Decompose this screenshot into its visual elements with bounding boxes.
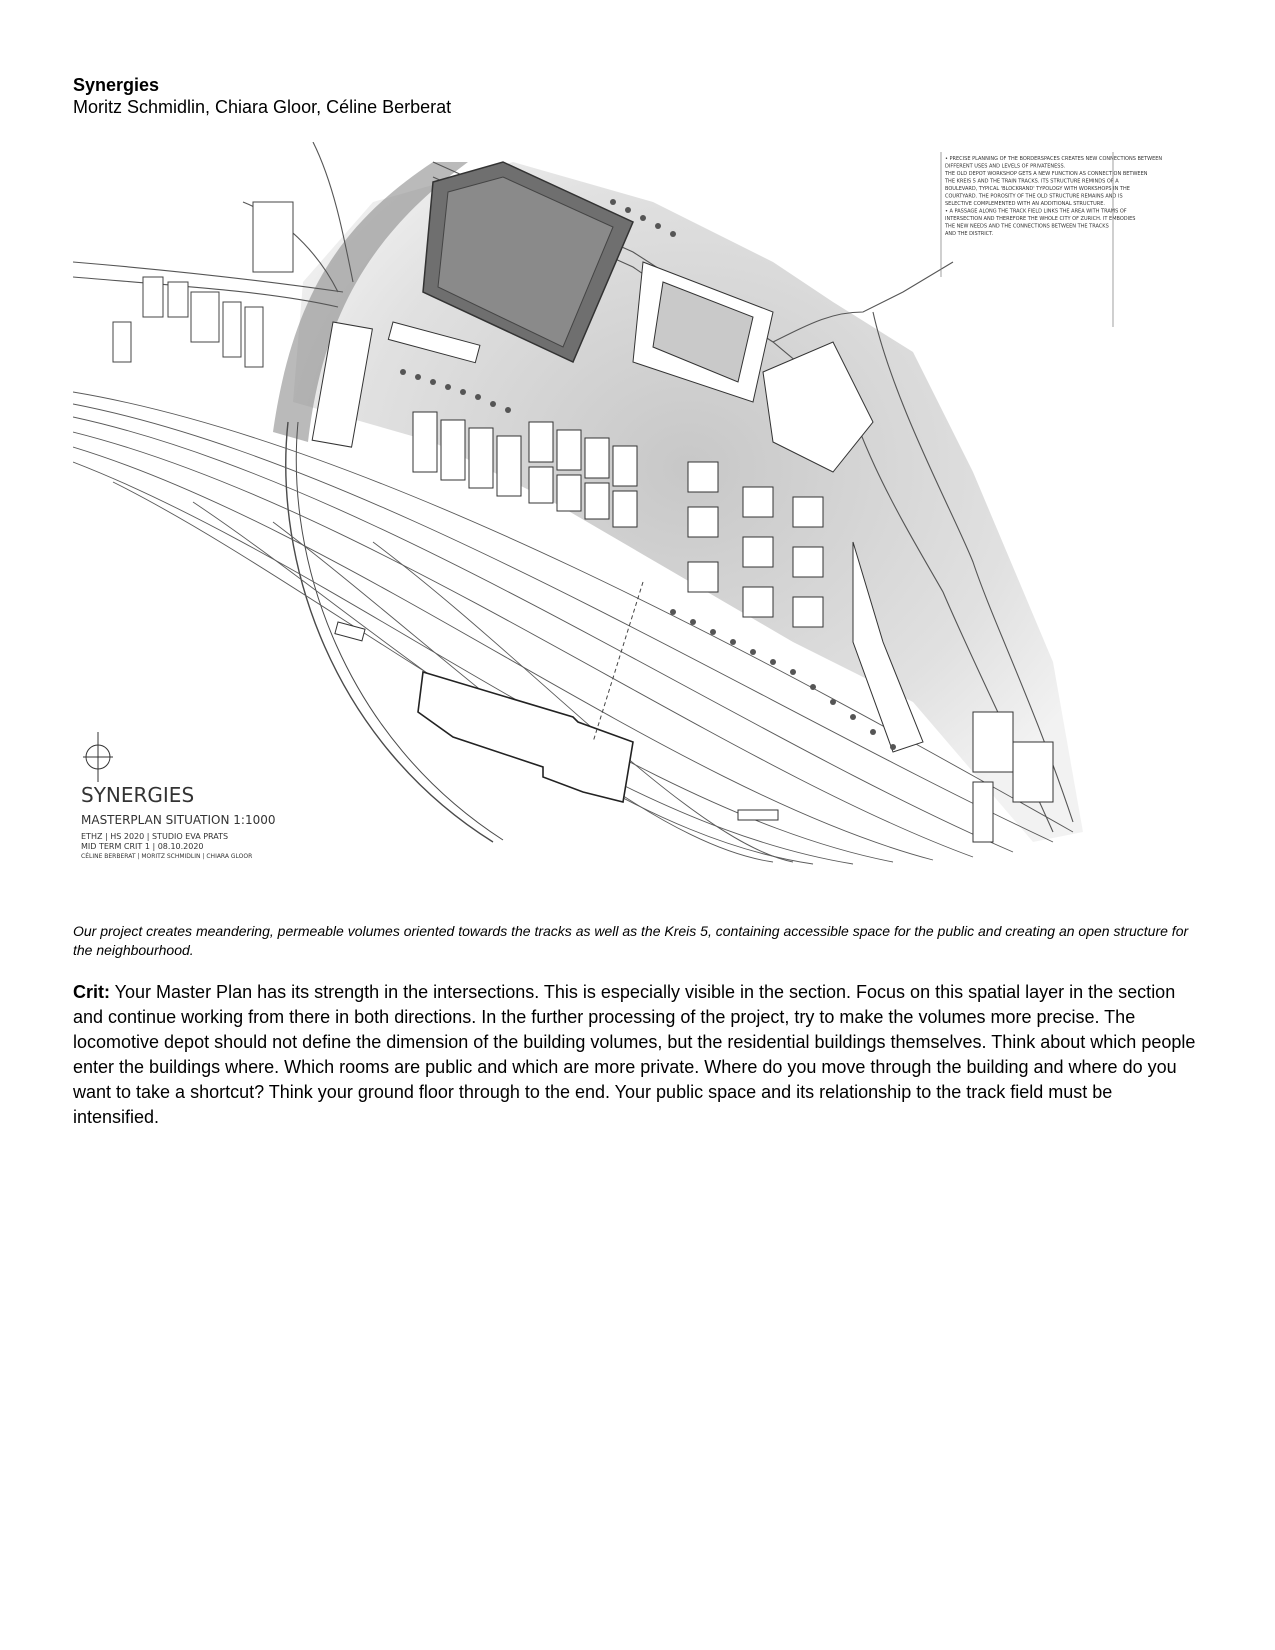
north-arrow-icon (83, 732, 113, 782)
crit-label: Crit: (73, 982, 110, 1002)
drawing-note-line: COURTYARD. THE POROSITY OF THE OLD STRUCTURE REMAINS AND IS (945, 193, 1123, 200)
drawing-note-line: THE OLD DEPOT WORKSHOP GETS A NEW FUNCTION AS CONNECTION BETWEEN (945, 171, 1148, 177)
figure-caption: Our project creates meandering, permeable volumes oriented towards the tracks as well as the Kreis 5, containing accessible space for the public and creating an open structure for the neighbourhood. (73, 923, 1189, 958)
document-authors: Moritz Schmidlin, Chiara Gloor, Céline Berberat (73, 97, 452, 117)
drawing-info-1: ETHZ | HS 2020 | STUDIO EVA PRATS (81, 832, 229, 841)
locomotive-depot (418, 672, 633, 802)
dashed-passage (593, 582, 643, 742)
document-title: Synergies (73, 75, 160, 95)
crit-text: Your Master Plan has its strength in the intersections. This is especially visible in the section. Focus on this spatial layer in the section and continue working from there in both directions. In the further processing of the project, try to make the volumes more precise. The locomotive depot should not define the dimension of the building volumes, but the residential buildings themselves. Think about which people enter the buildings where. Which rooms are public and which are more private. Where do you move through the building and where do you want to take a shortcut? Think your ground floor through to the end. Your public space and its relationship to the track field must be intensified. (73, 982, 1196, 1127)
drawing-notes (944, 156, 1162, 237)
crit-paragraph (73, 980, 1198, 1130)
site-shading (293, 162, 1083, 842)
drawing-note-line: • A PASSAGE ALONG THE TRACK FIELD LINKS THE AREA WITH TRAMS OF (945, 208, 1127, 215)
track-element (335, 622, 365, 641)
drawing-note-line: DIFFERENT USES AND LEVELS OF PRIVATENESS. (945, 163, 1066, 170)
drawing-title: SYNERGIES (81, 783, 195, 807)
drawing-subtitle: MASTERPLAN SITUATION 1:1000 (81, 813, 276, 827)
drawing-note-line: • PRECISE PLANNING OF THE BORDERSPACES CREATES NEW CONNECTIONS BETWEEN (945, 156, 1163, 162)
document-page (73, 74, 1203, 1130)
masterplan-svg (73, 142, 1203, 892)
drawing-note-line: INTERSECTION AND THEREFORE THE WHOLE CITY OF ZURICH. IT EMBODIES (945, 216, 1136, 222)
drawing-info-3: CÉLINE BERBERAT | MORITZ SCHMIDLIN | CHIARA GLOOR (81, 853, 253, 860)
drawing-note-line: THE KREIS 5 AND THE TRAIN TRACKS. ITS STRUCTURE REMINDS OF A (945, 178, 1119, 185)
drawing-info-2: MID TERM CRIT 1 | 08.10.2020 (81, 842, 204, 851)
drawing-note-line: BOULEVARD, TYPICAL 'BLOCKRAND' TYPOLOGY WITH WORKSHOPS IN THE (945, 186, 1130, 192)
masterplan-drawing (73, 142, 1203, 892)
drawing-note-line: AND THE DISTRICT. (945, 231, 994, 237)
track-element (738, 810, 778, 820)
drawing-note-line: THE NEW NEEDS AND THE CONNECTIONS BETWEEN THE TRACKS (945, 223, 1109, 230)
drawing-note-line: SELECTIVE COMPLEMENTED WITH AN ADDITIONAL STRUCTURE. (945, 201, 1105, 207)
buildings-left (113, 202, 293, 367)
